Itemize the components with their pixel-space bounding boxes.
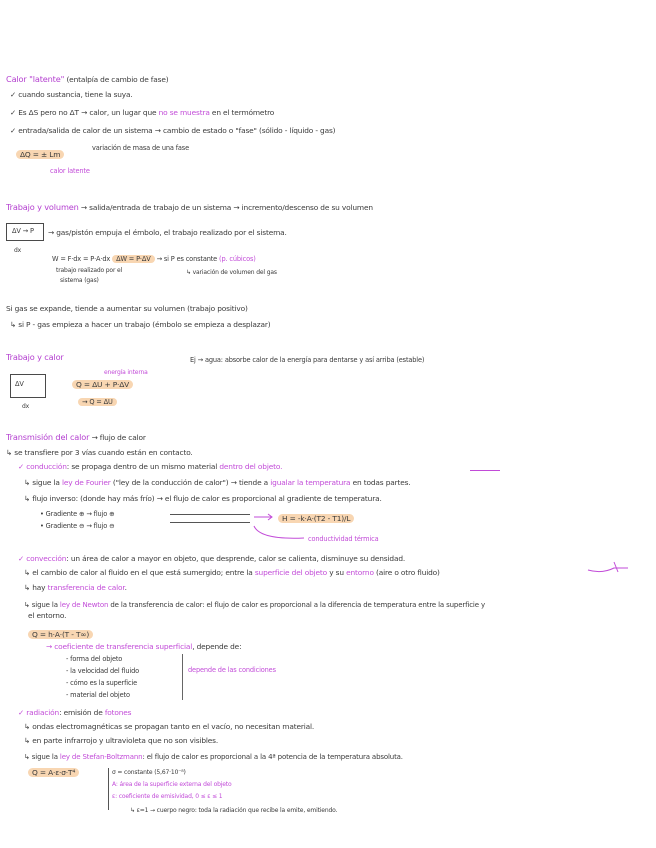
first-law-formula: Q = ΔU + P·ΔV (72, 380, 133, 390)
line: → gas/pistón empuja el émbolo, el trabajo realizado por el sistema. (48, 228, 287, 237)
dependency: - material del objeto (66, 691, 130, 699)
dx-label: dx (22, 403, 30, 410)
dependency: - la velocidad del fluido (66, 667, 140, 675)
section-title: Transmisión del calor (6, 432, 90, 442)
dx-label: dx (14, 247, 22, 254)
fourier-formula: H = -k·A·(T2 - T1)/L (278, 514, 354, 524)
bracket (108, 768, 109, 810)
note-latent: calor latente (50, 167, 90, 175)
bracket (182, 654, 183, 700)
piston-label: ΔV → P (12, 227, 34, 235)
gradient-positive: • Gradiente ⊕ → flujo ⊕ (40, 510, 115, 518)
conduction-line: ✓ conducción: se propaga dentro de un mismo material dentro del objeto. (18, 462, 283, 471)
section-work-heat (6, 352, 64, 363)
volume-note: ↳ variación de volumen del gas (186, 269, 277, 276)
line: ↳ el cambio de calor al fluido en el que está sumergido; entre la superficie del objeto y su entorno (aire o otro fluido) (24, 568, 440, 577)
section-title: Calor "latente" (6, 74, 65, 84)
internal-energy-note: energía interna (104, 369, 148, 376)
stefan-boltzmann-formula: Q = A·ε·σ·T⁴ (28, 768, 79, 778)
arrow-icon (252, 512, 276, 522)
gradient-negative: • Gradiente ⊖ → flujo ⊖ (40, 522, 115, 530)
sb-note: A: área de la superficie externa del objeto (112, 781, 232, 788)
convection-line: ✓ convección: un área de calor a mayor en objeto, que desprende, calor se calienta, disminuye su densidad. (18, 554, 406, 563)
sb-note: ↳ ε=1 → cuerpo negro: toda la radiación que recibe la emite, emitiendo. (130, 807, 338, 814)
line: ↳ sigue la ley de Stefan-Boltzmann: el flujo de calor es proporcional a la 4ª potencia de la temperatura absoluta. (24, 753, 403, 761)
line: ↳ si P - gas empieza a hacer un trabajo (émbolo se empieza a desplazar) (10, 320, 271, 329)
conductivity-note: conductividad térmica (308, 535, 379, 543)
container-label: ΔV (15, 380, 24, 388)
bar-line (170, 514, 250, 515)
section-latent-heat (6, 74, 168, 85)
section-work-volume: Trabajo y volumen → salida/entrada de trabajo de un sistema → incremento/descenso de su volumen (6, 202, 373, 212)
curve-arrow-icon (250, 524, 310, 542)
dependency: - forma del objeto (66, 655, 123, 663)
line: Si gas se expande, tiende a aumentar su volumen (trabajo positivo) (6, 304, 248, 313)
work-note: trabajo realizado por el (56, 267, 123, 274)
section-heat-transfer: Transmisión del calor → flujo de calor (6, 432, 146, 442)
depends-note: depende de las condiciones (188, 666, 276, 674)
section-title: Trabajo y volumen (6, 202, 79, 212)
line: ↳ hay transferencia de calor. (24, 583, 127, 592)
work-equation: W = F·dx = P·A·dx ΔW = P·ΔV → si P es constante (p. cúbicos) (52, 255, 256, 263)
line: ✓ Es ΔS pero no ΔT → calor, un lugar que no se muestra en el termómetro (10, 108, 275, 117)
section-title-note: (entalpía de cambio de fase) (66, 75, 169, 84)
line: ↳ ondas electromagnéticas se propagan tanto en el vacío, no necesitan material. (24, 722, 315, 731)
example-note: Ej → agua: absorbe calor de la energía para dentarse y así arriba (estable) (190, 356, 425, 364)
sb-note: σ = constante (5,67·10⁻⁸) (112, 769, 186, 776)
newton-formula: Q = h·A·(T - T∞) (28, 630, 93, 640)
latent-formula: ΔQ = ± Lm (16, 150, 64, 160)
bar-line (170, 522, 250, 523)
radiation-line: ✓ radiación: emisión de fotones (18, 708, 132, 717)
line: el entorno. (28, 611, 67, 620)
line: ↳ se transfiere por 3 vías cuando están en contacto. (6, 448, 193, 457)
underline (470, 470, 500, 471)
swoosh-arrow-icon (584, 560, 634, 576)
line: ✓ cuando sustancia, tiene la suya. (10, 90, 133, 99)
line: ↳ sigue la ley de Fourier ("ley de la conducción de calor") → tiende a igualar la temperatura en todas partes. (24, 478, 411, 487)
sb-note: ε: coeficiente de emisividad, 0 ≤ ε ≤ 1 (112, 793, 223, 800)
dependency: - cómo es la superficie (66, 679, 138, 687)
line: ↳ en parte infrarrojo y ultravioleta que no son visibles. (24, 736, 219, 745)
first-law-sub: → Q = ΔU (78, 397, 117, 407)
section-title: Trabajo y calor (6, 352, 64, 362)
coef-line: → coeficiente de transferencia superficial, depende de: (46, 642, 242, 651)
note-mass: variación de masa de una fase (92, 144, 190, 152)
work-note-2: sistema (gas) (60, 277, 99, 284)
line: ✓ entrada/salida de calor de un sistema → cambio de estado o "fase" (sólido - líquido - gas) (10, 126, 336, 135)
line: ↳ sigue la ley de Newton de la transferencia de calor: el flujo de calor es proporcional a la diferencia de temperatura entre la superficie y (24, 601, 485, 609)
line: ↳ flujo inverso: (donde hay más frío) → el flujo de calor es proporcional al gradiente de temperatura. (24, 494, 382, 503)
